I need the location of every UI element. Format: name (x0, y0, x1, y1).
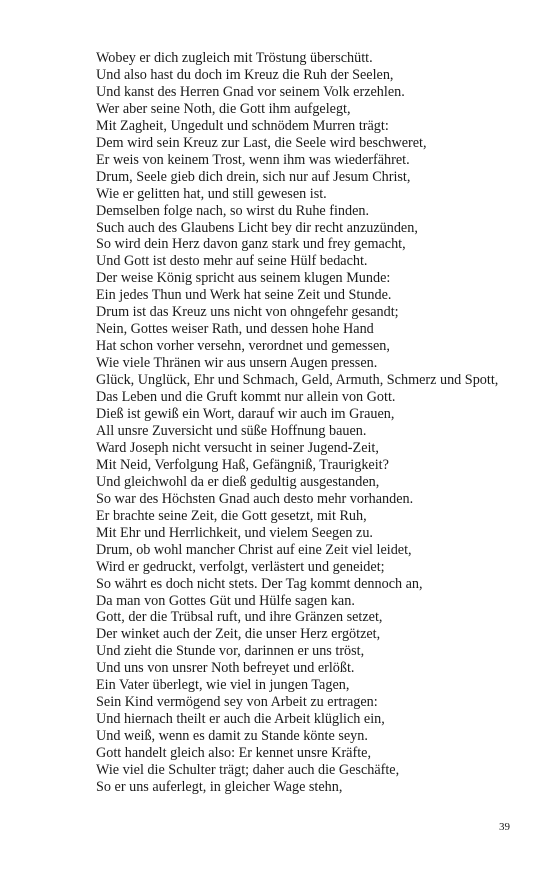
page-number: 39 (499, 821, 510, 833)
poem-line: Der winket auch der Zeit, die unser Herz ergötzet, (96, 626, 381, 643)
poem-line: Und Gott ist desto mehr auf seine Hülf bedacht. (96, 253, 368, 270)
poem-line: Und kanst des Herren Gnad vor seinem Volk erzehlen. (96, 83, 405, 100)
poem-line: Da man von Gottes Güt und Hülfe sagen kan. (96, 592, 355, 609)
poem-line: So wird dein Herz davon ganz stark und frey gemacht, (96, 236, 406, 253)
poem-line: So war des Höchsten Gnad auch desto mehr vorhanden. (96, 490, 414, 507)
poem-line: Ein Vater überlegt, wie viel in jungen Tagen, (96, 677, 350, 694)
poem-line: Und also hast du doch im Kreuz die Ruh der Seelen, (96, 66, 394, 83)
poem-line: So währt es doch nicht stets. Der Tag kommt dennoch an, (96, 575, 423, 592)
poem-line: Ein jedes Thun und Werk hat seine Zeit und Stunde. (96, 287, 392, 304)
poem-line: Er weis von keinem Trost, wenn ihm was wiederfähret. (96, 151, 410, 168)
poem-line: Drum, ob wohl mancher Christ auf eine Zeit viel leidet, (96, 541, 412, 558)
poem-line: Dieß ist gewiß ein Wort, darauf wir auch im Grauen, (96, 406, 395, 423)
poem-line: Glück, Unglück, Ehr und Schmach, Geld, Armuth, Schmerz und Spott, (96, 372, 499, 389)
poem-line: Und hiernach theilt er auch die Arbeit klüglich ein, (96, 711, 385, 728)
poem-line: Wie er gelitten hat, und still gewesen ist. (96, 185, 327, 202)
poem-line: Mit Neid, Verfolgung Haß, Gefängniß, Traurigkeit? (96, 456, 389, 473)
poem-line: Sein Kind vermögend sey von Arbeit zu ertragen: (96, 694, 378, 711)
poem-line: Und uns von unsrer Noth befreyet und erlößt. (96, 660, 355, 677)
poem-line: Mit Ehr und Herrlichkeit, und vielem Seegen zu. (96, 524, 373, 541)
poem-line: Such auch des Glaubens Licht bey dir recht anzuzünden, (96, 219, 418, 236)
poem-line: Drum ist das Kreuz uns nicht von ohngefehr gesandt; (96, 304, 399, 321)
poem-line: Gott handelt gleich also: Er kennet unsre Kräfte, (96, 745, 371, 762)
poem-line: All unsre Zuversicht und süße Hoffnung bauen. (96, 422, 367, 439)
poem-line: Und gleichwohl da er dieß gedultig ausgestanden, (96, 473, 380, 490)
poem-text (96, 50, 516, 796)
poem-line: Gott, der die Trübsal ruft, und ihre Gränzen setzet, (96, 609, 383, 626)
poem-line: Mit Zagheit, Ungedult und schnödem Murren trägt: (96, 117, 389, 134)
poem-line: Demselben folge nach, so wirst du Ruhe finden. (96, 202, 370, 219)
poem-line: Dem wird sein Kreuz zur Last, die Seele wird beschweret, (96, 134, 427, 151)
poem-line: Wird er gedruckt, verfolgt, verlästert und geneidet; (96, 558, 385, 575)
poem-line: So er uns auferlegt, in gleicher Wage stehn, (96, 778, 343, 795)
poem-line: Wie viel die Schulter trägt; daher auch die Geschäfte, (96, 762, 400, 779)
poem-line: Wie viele Thränen wir aus unsern Augen pressen. (96, 355, 378, 372)
poem-line: Und weiß, wenn es damit zu Stande könte seyn. (96, 728, 368, 745)
poem-line: Der weise König spricht aus seinem klugen Munde: (96, 270, 391, 287)
poem-line: Ward Joseph nicht versucht in seiner Jugend-Zeit, (96, 439, 379, 456)
poem-line: Wer aber seine Noth, die Gott ihm aufgelegt, (96, 100, 351, 117)
poem-line: Hat schon vorher versehn, verordnet und gemessen, (96, 338, 390, 355)
poem-line: Drum, Seele gieb dich drein, sich nur auf Jesum Christ, (96, 168, 411, 185)
poem-line: Und zieht die Stunde vor, darinnen er uns tröst, (96, 643, 365, 660)
poem-line: Das Leben und die Gruft kommt nur allein von Gott. (96, 389, 396, 406)
poem-line: Wobey er dich zugleich mit Tröstung überschütt. (96, 50, 373, 66)
poem-line: Nein, Gottes weiser Rath, und dessen hohe Hand (96, 321, 374, 338)
poem-line: Er brachte seine Zeit, die Gott gesetzt, mit Ruh, (96, 507, 367, 524)
